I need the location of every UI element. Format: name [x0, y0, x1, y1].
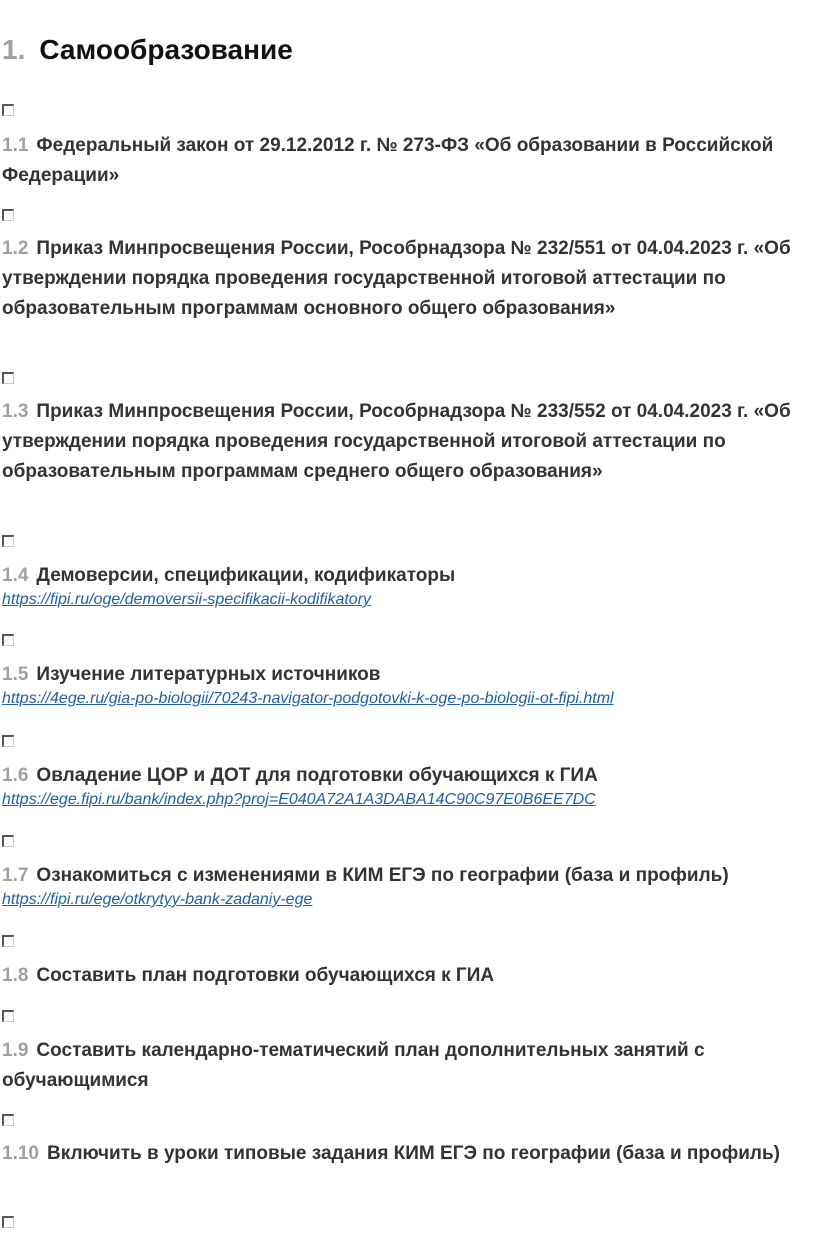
checkbox-1-3[interactable] — [2, 372, 14, 384]
item-text: Овладение ЦОР и ДОТ для подготовки обучающихся к ГИА — [36, 765, 598, 786]
checkbox-1-7[interactable] — [2, 835, 14, 847]
item-1-8 — [2, 961, 814, 991]
section-title: Самообразование — [39, 34, 293, 65]
item-text: Федеральный закон от 29.12.2012 г. № 273-ФЗ «Об образовании в Российской Федерации» — [2, 135, 774, 186]
item-link[interactable]: https://4ege.ru/gia-po-biologii/70243-navigator-podgotovki-k-oge-po-biologii-ot-fipi.html — [2, 690, 614, 707]
item-number: 1.4 — [2, 565, 29, 586]
checkbox-1-5[interactable] — [2, 634, 14, 646]
item-1-10 — [2, 1139, 814, 1169]
checkbox-1-10[interactable] — [2, 1114, 14, 1126]
item-1-7 — [2, 861, 814, 909]
item-number: 1.1 — [2, 135, 29, 156]
item-number: 1.2 — [2, 238, 29, 259]
checkbox-1-11[interactable] — [2, 1216, 14, 1228]
item-number: 1.3 — [2, 401, 29, 422]
item-1-6 — [2, 761, 814, 809]
checkbox-1-9[interactable] — [2, 1010, 14, 1022]
item-link[interactable]: https://fipi.ru/ege/otkrytyy-bank-zadaniy-ege — [2, 891, 313, 908]
section-number: 1. — [2, 34, 26, 65]
item-1-4 — [2, 561, 814, 609]
item-text: Приказ Минпросвещения России, Рособрнадзора № 233/552 от 04.04.2023 г. «Об утверждении порядка проведения государственной итоговой аттестации по образовательным программам среднего общего образования» — [2, 401, 791, 482]
item-number: 1.6 — [2, 765, 29, 786]
item-1-5 — [2, 660, 814, 708]
checkbox-1-8[interactable] — [2, 935, 14, 947]
item-link[interactable]: https://fipi.ru/oge/demoversii-specifikacii-kodifikatory — [2, 591, 372, 608]
checkbox-1-1[interactable] — [2, 104, 14, 116]
item-number: 1.8 — [2, 965, 29, 986]
item-text: Составить план подготовки обучающихся к ГИА — [36, 965, 495, 986]
item-1-3 — [2, 397, 814, 487]
section-heading — [2, 34, 293, 66]
item-number: 1.5 — [2, 664, 29, 685]
checkbox-1-4[interactable] — [2, 535, 14, 547]
item-text: Демоверсии, спецификации, кодификаторы — [36, 565, 456, 586]
item-number: 1.10 — [2, 1143, 39, 1164]
checkbox-1-6[interactable] — [2, 735, 14, 747]
item-text: Ознакомиться с изменениями в КИМ ЕГЭ по географии (база и профиль) — [36, 865, 729, 886]
item-text: Составить календарно-тематический план дополнительных занятий с обучающимися — [2, 1040, 705, 1091]
item-number: 1.9 — [2, 1040, 29, 1061]
item-text: Приказ Минпросвещения России, Рособрнадзора № 232/551 от 04.04.2023 г. «Об утверждении порядка проведения государственной итоговой аттестации по образовательным программам основного общего образования» — [2, 238, 791, 319]
item-1-1 — [2, 131, 814, 191]
item-number: 1.7 — [2, 865, 29, 886]
item-text: Включить в уроки типовые задания КИМ ЕГЭ по географии (база и профиль) — [46, 1143, 781, 1164]
checkbox-1-2[interactable] — [2, 209, 14, 221]
item-link[interactable]: https://ege.fipi.ru/bank/index.php?proj=E040A72A1A3DABA14C90C97E0B6EE7DC — [2, 791, 596, 808]
item-text: Изучение литературных источников — [36, 664, 381, 685]
item-1-9 — [2, 1036, 814, 1096]
item-1-2 — [2, 234, 814, 324]
